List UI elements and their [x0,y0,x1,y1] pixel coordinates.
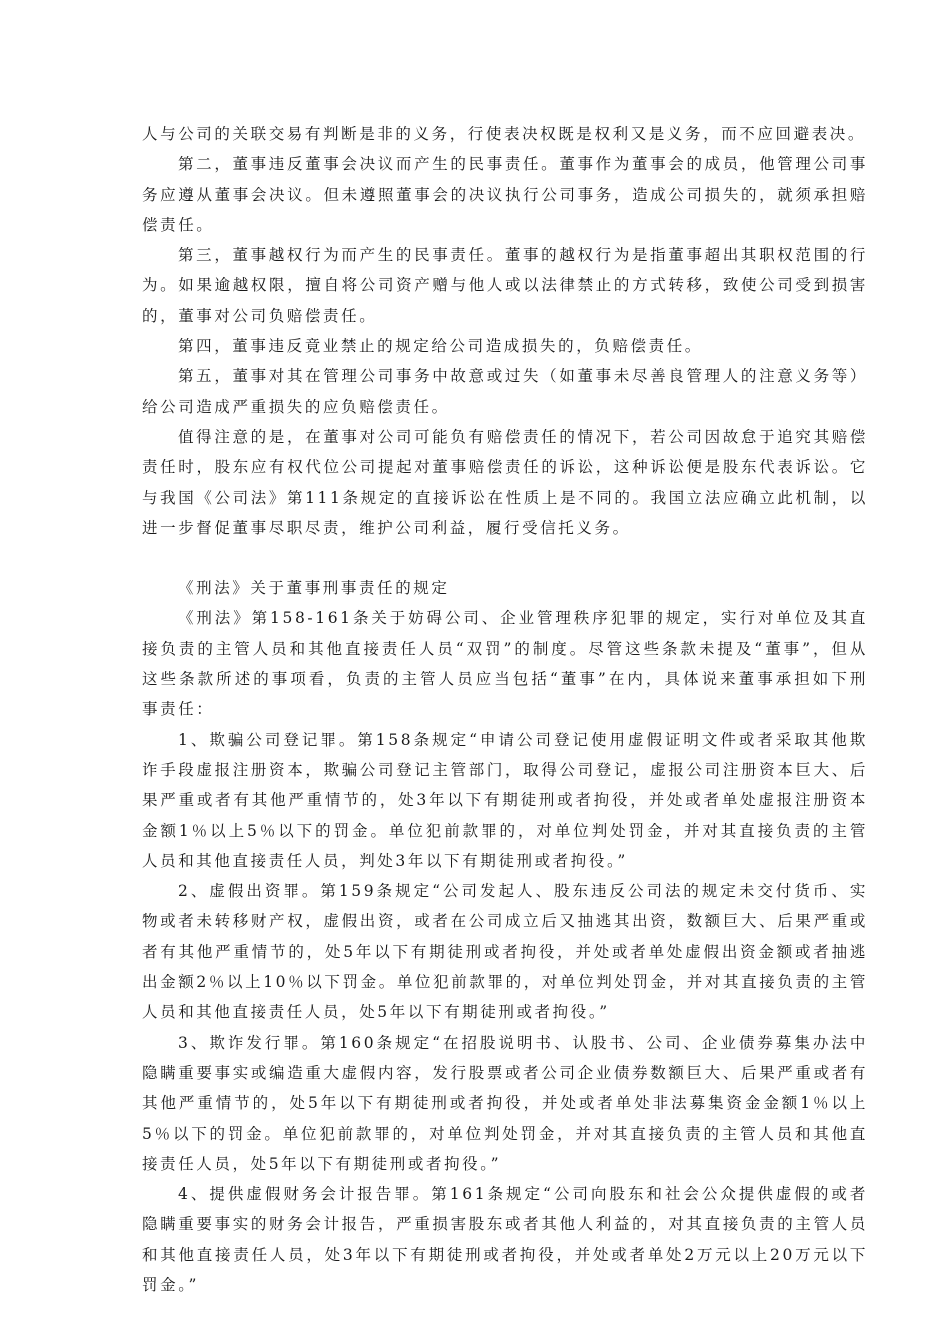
section-intro: 《刑法》第158-161条关于妨碍公司、企业管理秩序犯罪的规定，实行对单位及其直接负责的主管人员和其他直接责任人员“双罚”的制度。尽管这些条款未提及“董事”，但从这些条款所述的事项看，负责的主管人员应当包括“董事”在内，具体说来董事承担如下刑事责任： [142,609,868,719]
list-item-2: 2、虚假出资罪。第159条规定“公司发起人、股东违反公司法的规定未交付货币、实物或者未转移财产权，虚假出资，或者在公司成立后又抽逃其出资，数额巨大、后果严重或者有其他严重情节的，处5年以下有期徒刑或者拘役，并处或者单处虚假出资金额或者抽逃出金额2％以上10％以下罚金。单位犯前款罪的，对单位判处罚金，并对其直接负责的主管人员和其他直接责任人员，处5年以下有期徒刑或者拘役。” [142,882,868,1022]
paragraph-fifth: 第五，董事对其在管理公司事务中故意或过失（如董事未尽善良管理人的注意义务等）给公司造成严重损失的应负赔偿责任。 [142,367,868,416]
list-item-1: 1、欺骗公司登记罪。第158条规定“申请公司登记使用虚假证明文件或者采取其他欺诈手段虚报注册资本，欺骗公司登记主管部门，取得公司登记，虚报公司注册资本巨大、后果严重或者有其他严重情节的，处3年以下有期徒刑或者拘役，并处或者单处虚报注册资本金额1％以上5％以下的罚金。单位犯前款罪的，对单位判处罚金，并对其直接负责的主管人员和其他直接责任人员，判处3年以下有期徒刑或者拘役。” [142,730,868,870]
list-item-3: 3、欺诈发行罪。第160条规定“在招股说明书、认股书、公司、企业债券募集办法中隐瞒重要事实或编造重大虚假内容，发行股票或者公司企业债券数额巨大、后果严重或者有其他严重情节的，处5年以下有期徒刑或者拘役，并处或者单处非法募集资金金额1％以上5％以下的罚金。单位犯前款罪的，对单位判处罚金，并对其直接负责的主管人员和其他直接责任人员，处5年以下有期徒刑或者拘役。” [142,1033,868,1173]
list-item-4: 4、提供虚假财务会计报告罪。第161条规定“公司向股东和社会公众提供虚假的或者隐瞒重要事实的财务会计报告，严重损害股东或者其他人利益的，对其直接负责的主管人员和其他直接责任人员，处3年以下有期徒刑或者拘役，并处或者单处2万元以上20万元以下罚金。” [142,1185,868,1294]
section-spacer [142,543,868,573]
paragraph-third: 第三，董事越权行为而产生的民事责任。董事的越权行为是指董事超出其职权范围的行为。如果逾越权限，擅自将公司资产赠与他人或以法律禁止的方式转移，致使公司受到损害的，董事对公司负赔偿责任。 [142,246,868,325]
paragraph-continuation: 人与公司的关联交易有判断是非的义务，行使表决权既是权利又是义务，而不应回避表决。 [142,125,867,143]
paragraph-fourth: 第四，董事违反竟业禁止的规定给公司造成损失的，负赔偿责任。 [178,337,703,356]
section-heading: 《刑法》关于董事刑事责任的规定 [178,579,450,598]
document-page [142,119,868,1300]
paragraph-second: 第二，董事违反董事会决议而产生的民事责任。董事作为董事会的成员，他管理公司事务应遵从董事会决议。但未遵照董事会的决议执行公司事务，造成公司损失的，就须承担赔偿责任。 [142,155,868,234]
paragraph-note: 值得注意的是，在董事对公司可能负有赔偿责任的情况下，若公司因故怠于追究其赔偿责任时，股东应有权代位公司提起对董事赔偿责任的诉讼，这种诉讼便是股东代表诉讼。它与我国《公司法》第111条规定的直接诉讼在性质上是不同的。我国立法应确立此机制，以进一步督促董事尽职尽责，维护公司利益，履行受信托义务。 [142,427,868,537]
